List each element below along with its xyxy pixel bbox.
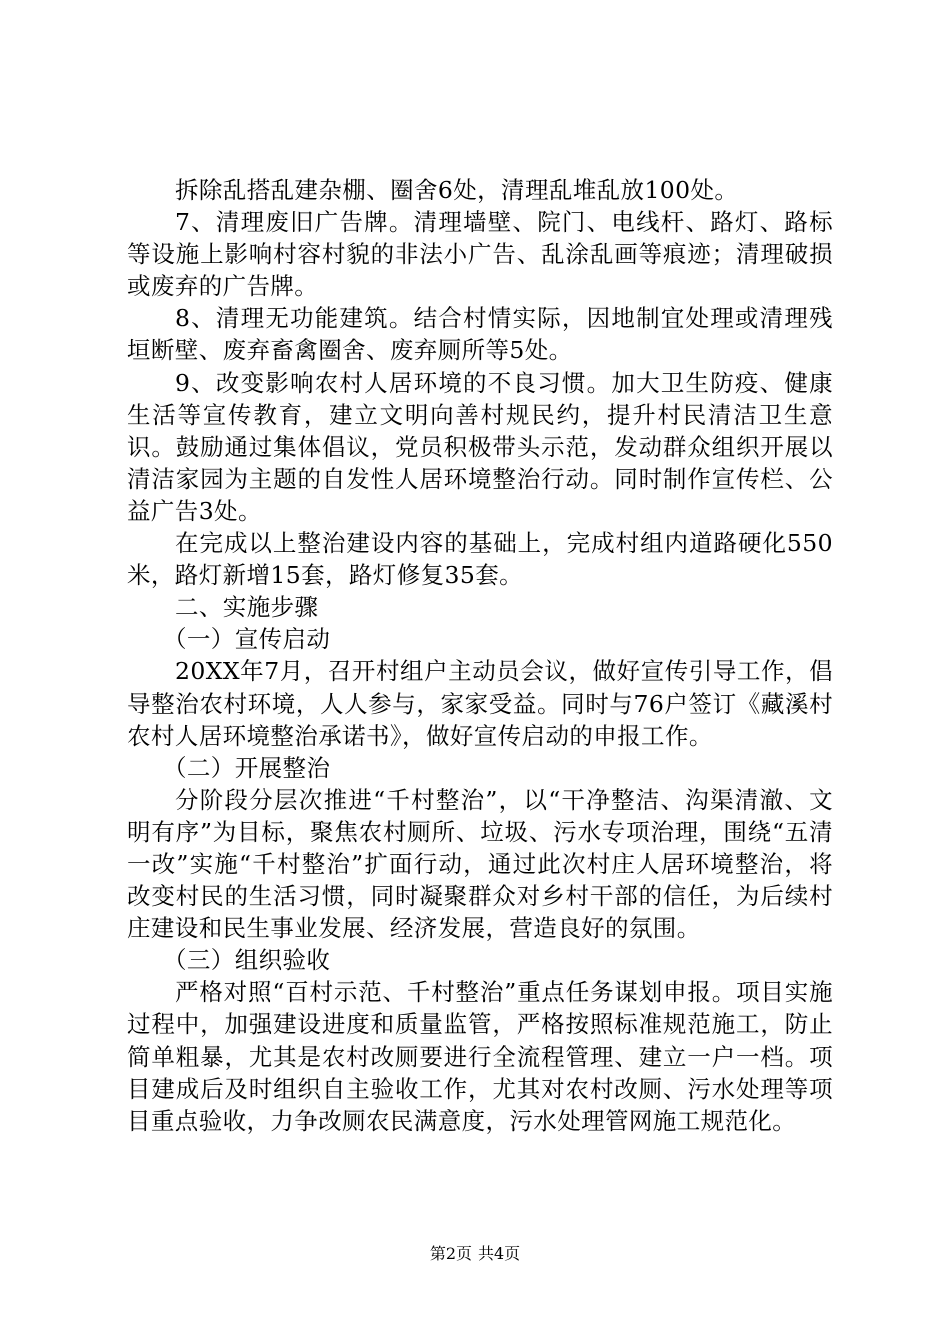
page-footer	[0, 1244, 950, 1264]
section-heading-implementation-steps: 二、实施步骤	[175, 593, 319, 622]
paragraph-item-8: 8、清理无功能建筑。结合村情实际，因地制宜处理或清理残垣断壁、废弃畜禽圈舍、废弃厕所等5处。	[127, 304, 833, 365]
paragraph-organize-acceptance: 严格对照“百村示范、千村整治”重点任务谋划申报。项目实施过程中，加强建设进度和质量监管，严格按照标准规范施工，防止简单粗暴，尤其是农村改厕要进行全流程管理、建立一户一档。项目建成后及时组织自主验收工作，尤其对农村改厕、污水处理等项目重点验收，力争改厕农民满意度，污水处理管网施工规范化。	[127, 978, 833, 1135]
paragraph-completion: 在完成以上整治建设内容的基础上，完成村组内道路硬化550米，路灯新增15套，路灯修复35套。	[127, 529, 833, 590]
page-total: 共4页	[478, 1244, 521, 1263]
subheading-carry-out-rectification: （二）开展整治	[163, 753, 331, 782]
paragraph-item-7: 7、清理废旧广告牌。清理墙壁、院门、电线杆、路灯、路标等设施上影响村容村貌的非法小广告、乱涂乱画等痕迹；清理破损或废弃的广告牌。	[127, 208, 833, 301]
paragraph-item-9: 9、改变影响农村人居环境的不良习惯。加大卫生防疫、健康生活等宣传教育，建立文明向善村规民约，提升村民清洁卫生意识。鼓励通过集体倡议，党员积极带头示范，发动群众组织开展以清洁家园为主题的自发性人居环境整治行动。同时制作宣传栏、公益广告3处。	[127, 368, 833, 525]
paragraph-publicity-launch: 20XX年7月，召开村组户主动员会议，做好宣传引导工作，倡导整治农村环境，人人参与，家家受益。同时与76户签订《藏溪村农村人居环境整治承诺书》，做好宣传启动的申报工作。	[127, 657, 833, 750]
page-number: 第2页	[429, 1244, 472, 1263]
subheading-organize-acceptance: （三）组织验收	[163, 946, 331, 975]
paragraph-demolition: 拆除乱搭乱建杂棚、圈舍6处，清理乱堆乱放100处。	[175, 176, 739, 204]
subheading-publicity-launch: （一）宣传启动	[163, 625, 331, 654]
paragraph-carry-out-rectification: 分阶段分层次推进“千村整治”，以“干净整洁、沟渠清澈、文明有序”为目标，聚焦农村厕所、垃圾、污水专项治理，围绕“五清一改”实施“千村整治”扩面行动，通过此次村庄人居环境整治，将改变村民的生活习惯，同时凝聚群众对乡村干部的信任，为后续村庄建设和民生事业发展、经济发展，营造良好的氛围。	[127, 785, 833, 943]
document-body	[127, 174, 833, 1137]
